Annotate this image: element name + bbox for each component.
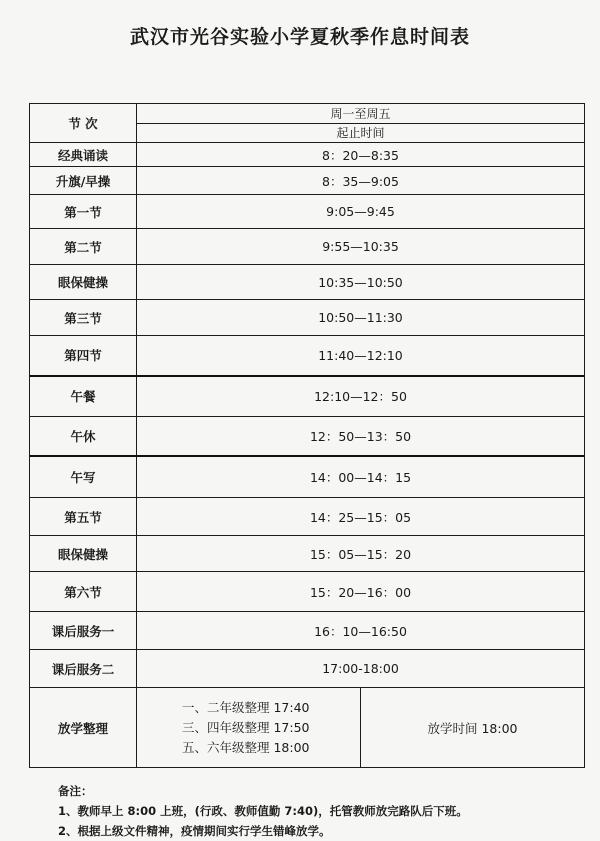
dismissal-time-cell: 放学时间 18:00: [361, 688, 585, 768]
period-cell: 第四节: [30, 336, 137, 376]
note-item: 1、教师早上 8:00 上班，(行政、教师值勤 7:40)，托管教师放完路队后下班。: [58, 804, 468, 818]
grade-dismissal-item: 五、六年级整理 18:00: [182, 739, 310, 755]
period-cell: 第六节: [30, 572, 137, 612]
period-cell: 课后服务二: [30, 650, 137, 688]
period-cell: 第三节: [30, 300, 137, 336]
time-cell: 15：05—15：20: [137, 536, 585, 572]
header-row: [30, 104, 585, 124]
period-cell: 放学整理: [30, 688, 137, 768]
notes-heading: 备注：: [58, 784, 93, 798]
table-row: [30, 143, 585, 167]
time-cell: 17:00-18:00: [137, 650, 585, 688]
period-cell: 眼保健操: [30, 536, 137, 572]
time-header: 起止时间: [137, 123, 585, 143]
grade-dismissal-item: 三、四年级整理 17:50: [182, 719, 310, 735]
period-cell: 眼保健操: [30, 265, 137, 300]
period-cell: 第二节: [30, 229, 137, 265]
time-cell: 9:55—10:35: [137, 229, 585, 265]
table-row: [30, 650, 585, 688]
table-row: [30, 376, 585, 417]
period-cell: 午写: [30, 456, 137, 498]
page-title: 武汉市光谷实验小学夏秋季作息时间表: [129, 26, 470, 48]
period-cell: 午休: [30, 417, 137, 456]
table-row: [30, 612, 585, 650]
days-header: 周一至周五: [137, 104, 585, 124]
table-row: [30, 498, 585, 536]
table-row: [30, 265, 585, 300]
schedule-table: [29, 103, 585, 768]
time-cell: 14：25—15：05: [137, 498, 585, 536]
period-cell: 升旗/早操: [30, 167, 137, 195]
time-cell: 10:35—10:50: [137, 265, 585, 300]
time-cell: 15：20—16：00: [137, 572, 585, 612]
time-cell: 8：20—8:35: [137, 143, 585, 167]
period-cell: 午餐: [30, 376, 137, 417]
dismissal-row: [30, 688, 585, 768]
period-cell: 课后服务一: [30, 612, 137, 650]
period-header: 节 次: [30, 104, 137, 143]
time-cell: 8：35—9:05: [137, 167, 585, 195]
grade-dismissal-item: 一、二年级整理 17:40: [182, 699, 310, 715]
table-row: [30, 536, 585, 572]
table-row: [30, 336, 585, 376]
time-cell: 12：50—13：50: [137, 417, 585, 456]
table-row: [30, 195, 585, 229]
note-item: 2、根据上级文件精神，疫情期间实行学生错峰放学。: [58, 824, 331, 838]
table-row: [30, 229, 585, 265]
time-cell: 9:05—9:45: [137, 195, 585, 229]
table-row: [30, 417, 585, 456]
grade-dismissal-list: [137, 688, 361, 768]
time-cell: 12:10—12：50: [137, 376, 585, 417]
period-cell: 第一节: [30, 195, 137, 229]
period-cell: 第五节: [30, 498, 137, 536]
time-cell: 16：10—16:50: [137, 612, 585, 650]
time-cell: 14：00—14：15: [137, 456, 585, 498]
notes-section: [58, 781, 578, 841]
period-cell: 经典诵读: [30, 143, 137, 167]
table-row: [30, 300, 585, 336]
table-row: [30, 572, 585, 612]
table-row: [30, 167, 585, 195]
time-cell: 11:40—12:10: [137, 336, 585, 376]
table-row: [30, 456, 585, 498]
time-cell: 10:50—11:30: [137, 300, 585, 336]
